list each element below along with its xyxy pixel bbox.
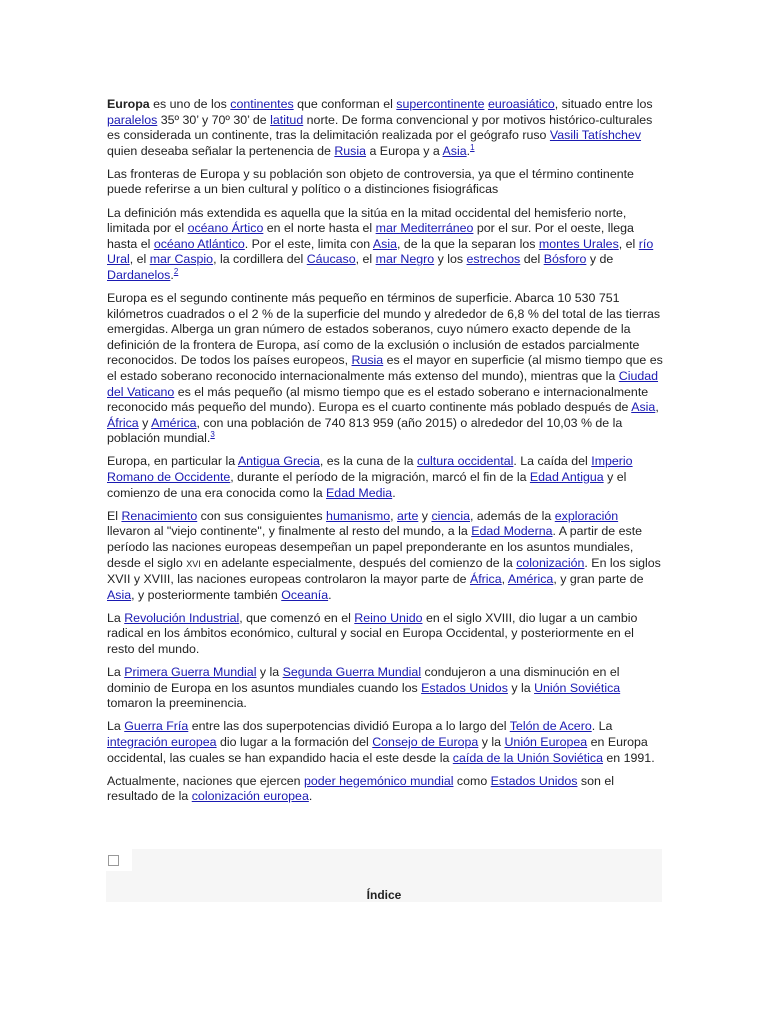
link-humanismo[interactable]: humanismo xyxy=(326,508,391,523)
paragraph-actualidad: Actualmente, naciones que ejercen poder hegemónico mundial como Estados Unidos son el resultado de la colonización europea. xyxy=(107,773,614,804)
link-primera-guerra-mundial[interactable]: Primera Guerra Mundial xyxy=(124,665,257,680)
link-mar-mediterraneo[interactable]: mar Mediterráneo xyxy=(375,221,474,236)
link-exploracion[interactable]: exploración xyxy=(554,508,619,523)
toc-title: Índice xyxy=(366,888,402,902)
link-guerra-fria[interactable]: Guerra Fría xyxy=(124,719,189,734)
paragraph-renacimiento: El Renacimiento con sus consiguientes humanismo, arte y ciencia, además de la exploración llevaron al "viejo continente", y finalmente al resto del mundo, a la Edad Moderna. A partir de este período las naciones europeas desempeñan un papel preponderante en los asuntos mundiales, desde el siglo XVI en adelante especialmente, después del comienzo de la colonización. En los siglos XVII y XVIII, las naciones europeas controlaron la mayor parte de África, América, y gran parte de Asia, y posteriormente también Oceanía. xyxy=(107,508,661,602)
link-latitud[interactable]: latitud xyxy=(270,112,304,127)
link-bosforo[interactable]: Bósforo xyxy=(543,252,587,267)
link-telon-de-acero[interactable]: Telón de Acero xyxy=(509,719,592,734)
link-renacimiento[interactable]: Renacimiento xyxy=(121,508,198,523)
link-oceano-artico[interactable]: océano Ártico xyxy=(187,221,264,236)
link-imperio-romano[interactable]: Imperio Romano de Occidente xyxy=(107,454,633,485)
link-dardanelos[interactable]: Dardanelos xyxy=(107,267,171,282)
paragraph-guerras-mundiales: La Primera Guerra Mundial y la Segunda Guerra Mundial condujeron a una disminución en el dominio de Europa en los asuntos mundiales cuando los Estados Unidos y la Unión Soviética tomaron la preeminencia. xyxy=(107,665,621,711)
paragraph-historia-antigua: Europa, en particular la Antigua Grecia, es la cuna de la cultura occidental. La caída del Imperio Romano de Occidente, durante el período de la migración, marcó el fin de la Edad Antigua y el comienzo de una era conocida como la Edad Media. xyxy=(107,454,633,500)
link-colonizacion-europea[interactable]: colonización europea xyxy=(191,789,309,804)
link-estados-unidos[interactable]: Estados Unidos xyxy=(421,680,508,695)
toc-toggle-checkbox[interactable] xyxy=(108,855,119,866)
link-rusia[interactable]: Rusia xyxy=(334,143,367,158)
link-estados-unidos[interactable]: Estados Unidos xyxy=(490,773,578,788)
link-poder-hegemonico[interactable]: poder hegemónico mundial xyxy=(304,773,454,788)
link-consejo-de-europa[interactable]: Consejo de Europa xyxy=(372,734,479,749)
reference-3[interactable]: 3 xyxy=(210,430,215,440)
paragraph-guerra-fria: La Guerra Fría entre las dos superpotencias dividió Europa a lo largo del Telón de Acero. La integración europea dio lugar a la formación del Consejo de Europa y la Unión Europea en Europa occidental, las cuales se han expandido hacia el este desde la caída de la Unión Soviética en 1991. xyxy=(107,719,655,765)
paragraph-intro: Europa es uno de los continentes que conforman el supercontinente euroasiático, situado entre los paralelos 35º 30’ y 70º 30’ de latitud norte. De forma convencional y por motivos histórico-culturales es considerada un continente, tras la delimitación realizada por el geógrafo ruso Vasili Tatíshchev quien deseaba señalar la pertenencia de Rusia a Europa y a Asia.$^1$ xyxy=(107,97,653,158)
link-supercontinente[interactable]: supercontinente xyxy=(396,97,485,111)
link-rio-ural[interactable]: río Ural xyxy=(107,236,654,267)
link-oceania[interactable]: Oceanía xyxy=(281,587,329,602)
link-ciudad-del-vaticano[interactable]: Ciudad del Vaticano xyxy=(107,369,659,399)
paragraph-definicion: La definición más extendida es aquella que la sitúa en la mitad occidental del hemisferio norte, limitada por el océano Ártico en el norte hasta el mar Mediterráneo por el sur. Por el oeste, llega hasta el océano Atlántico. Por el este, limita con Asia, de la que la separan los montes Urales, el río Ural, el mar Caspio, la cordillera del Cáucaso, el mar Negro y los estrechos del Bósforo y de Dardanelos.$^2$ xyxy=(107,205,654,282)
link-union-sovietica[interactable]: Unión Soviética xyxy=(534,680,621,695)
link-asia[interactable]: Asia xyxy=(107,587,132,602)
link-estrechos[interactable]: estrechos xyxy=(466,252,521,267)
link-arte[interactable]: arte xyxy=(396,508,419,523)
link-segunda-guerra-mundial[interactable]: Segunda Guerra Mundial xyxy=(282,665,422,680)
link-paralelos[interactable]: paralelos xyxy=(107,112,158,127)
link-euroasiatico[interactable]: euroasiático xyxy=(487,97,555,111)
link-reino-unido[interactable]: Reino Unido xyxy=(354,610,423,625)
paragraph-superficie: Europa es el segundo continente más pequeño en términos de superficie. Abarca 10 530 751 kilómetros cuadrados o el 2 % de la superficie del mundo y alrededor de 6,8 % del total de las tierras emergidas. Alberga un gran número de estados soberanos, cuyo número exacto depende de la definición de la frontera de Europa, así como de la exclusión o inclusión de estados parcialmente reconocidos. De todos los países europeos, Rusia es el mayor en superficie (al mismo tiempo que es el estado soberano reconocido internacionalmente más extenso del mundo), mientras que la Ciudad del Vaticano es el más pequeño (al mismo tiempo que es el estado soberano e internacionalmente reconocido más pequeño del mundo). Europa es el cuarto continente más poblado después de Asia, África y América, con una población de 740 813 959 (año 2015) o alrededor del 10,03 % de la población mundial.$^3$ xyxy=(107,291,663,446)
paragraph-revolucion-industrial: La Revolución Industrial, que comenzó en el Reino Unido en el siglo XVIII, dio lugar a un cambio radical en los ámbitos económico, cultural y social en Europa Occidental, y posteriormente en el resto del mundo. xyxy=(107,610,638,656)
link-montes-urales[interactable]: montes Urales xyxy=(538,236,619,251)
link-asia[interactable]: Asia xyxy=(372,236,397,251)
paragraph-fronteras: Las fronteras de Europa y su población son objeto de controversia, ya que el término continente puede referirse a un bien cultural y político o a distinciones fisiográficas xyxy=(107,166,634,197)
link-oceano-atlantico[interactable]: océano Atlántico xyxy=(153,236,245,251)
link-cultura-occidental[interactable]: cultura occidental xyxy=(416,454,514,469)
link-africa[interactable]: África xyxy=(107,415,139,430)
table-of-contents xyxy=(106,849,662,902)
link-integracion-europea[interactable]: integración europea xyxy=(107,734,217,749)
link-ciencia[interactable]: ciencia xyxy=(431,508,471,523)
link-africa[interactable]: África xyxy=(469,572,502,587)
link-union-europea[interactable]: Unión Europea xyxy=(504,734,588,749)
link-mar-caspio[interactable]: mar Caspio xyxy=(149,252,214,267)
link-caucaso[interactable]: Cáucaso xyxy=(306,252,356,267)
link-asia[interactable]: Asia xyxy=(442,143,467,158)
link-edad-moderna[interactable]: Edad Moderna xyxy=(471,524,553,539)
link-tatishchev[interactable]: Vasili Tatíshchev xyxy=(549,128,642,143)
link-asia[interactable]: Asia xyxy=(631,400,656,415)
link-continentes[interactable]: continentes xyxy=(230,97,294,111)
reference-2[interactable]: 2 xyxy=(173,266,179,276)
link-edad-antigua[interactable]: Edad Antigua xyxy=(529,470,604,485)
article-body xyxy=(107,97,663,812)
reference-1[interactable]: 1 xyxy=(470,142,475,152)
link-america[interactable]: América xyxy=(507,572,554,587)
century-label: XVI xyxy=(186,558,201,569)
link-america[interactable]: América xyxy=(151,415,197,430)
article-subject: Europa xyxy=(107,97,150,111)
link-caida-union-sovietica[interactable]: caída de la Unión Soviética xyxy=(452,750,603,765)
link-colonizacion[interactable]: colonización xyxy=(516,555,585,570)
link-rusia[interactable]: Rusia xyxy=(351,353,384,368)
link-revolucion-industrial[interactable]: Revolución Industrial xyxy=(124,610,240,625)
link-antigua-grecia[interactable]: Antigua Grecia xyxy=(237,454,320,469)
link-edad-media[interactable]: Edad Media xyxy=(326,485,393,500)
link-mar-negro[interactable]: mar Negro xyxy=(375,252,435,267)
